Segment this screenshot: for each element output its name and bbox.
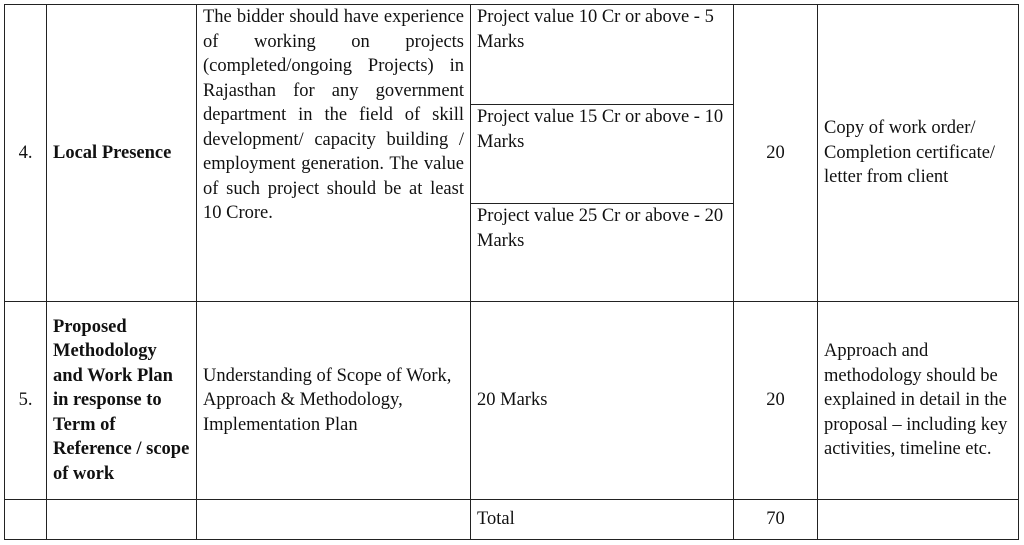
serial-number: 5. (18, 390, 33, 411)
marking-cell (471, 302, 734, 500)
marking-cell (471, 204, 734, 302)
criteria-cell (197, 302, 471, 500)
marking-text: 20 Marks (477, 390, 548, 411)
max-marks: 20 (766, 390, 785, 411)
marking-text: Project value 15 Cr or above - 10 Marks (477, 107, 724, 152)
parameter-cell (47, 5, 197, 302)
empty-cell (818, 500, 1019, 540)
parameter-name: Proposed Methodology and Work Plan in response to Term of Reference / scope of work (53, 316, 190, 484)
empty-cell (197, 500, 471, 540)
max-marks: 20 (766, 142, 785, 163)
documents-cell (818, 5, 1019, 302)
serial-number-cell (5, 5, 47, 302)
max-marks-cell (734, 5, 818, 302)
total-label: Total (477, 509, 515, 530)
serial-number: 4. (18, 142, 33, 163)
documents-text: Copy of work order/ Completion certificate/ letter from client (824, 118, 996, 188)
marking-text: Project value 25 Cr or above - 20 Marks (477, 206, 724, 251)
marking-cell (471, 5, 734, 105)
max-marks-cell (734, 302, 818, 500)
total-label-cell (471, 500, 734, 540)
criteria-text: Understanding of Scope of Work, Approach & Methodology, Implementation Plan (203, 365, 452, 435)
serial-number-cell (5, 302, 47, 500)
documents-text: Approach and methodology should be explained in detail in the proposal – including key activities, timeline etc. (824, 341, 1008, 460)
evaluation-criteria-table (4, 4, 1019, 540)
marking-cell (471, 105, 734, 204)
criteria-cell (197, 5, 471, 302)
table-row (5, 302, 1019, 500)
total-value: 70 (766, 509, 785, 530)
marking-text: Project value 10 Cr or above - 5 Marks (477, 7, 714, 52)
total-value-cell (734, 500, 818, 540)
empty-cell (47, 500, 197, 540)
total-row (5, 500, 1019, 540)
parameter-cell (47, 302, 197, 500)
table-row (5, 5, 1019, 105)
documents-cell (818, 302, 1019, 500)
parameter-name: Local Presence (53, 142, 172, 163)
empty-cell (5, 500, 47, 540)
criteria-text: The bidder should have experience of working on projects (completed/ongoing Projects) in Rajasthan for any government department in the field of skill development/ capacity building / employment generation. The value of such project should be at least 10 Crore. (203, 7, 464, 223)
